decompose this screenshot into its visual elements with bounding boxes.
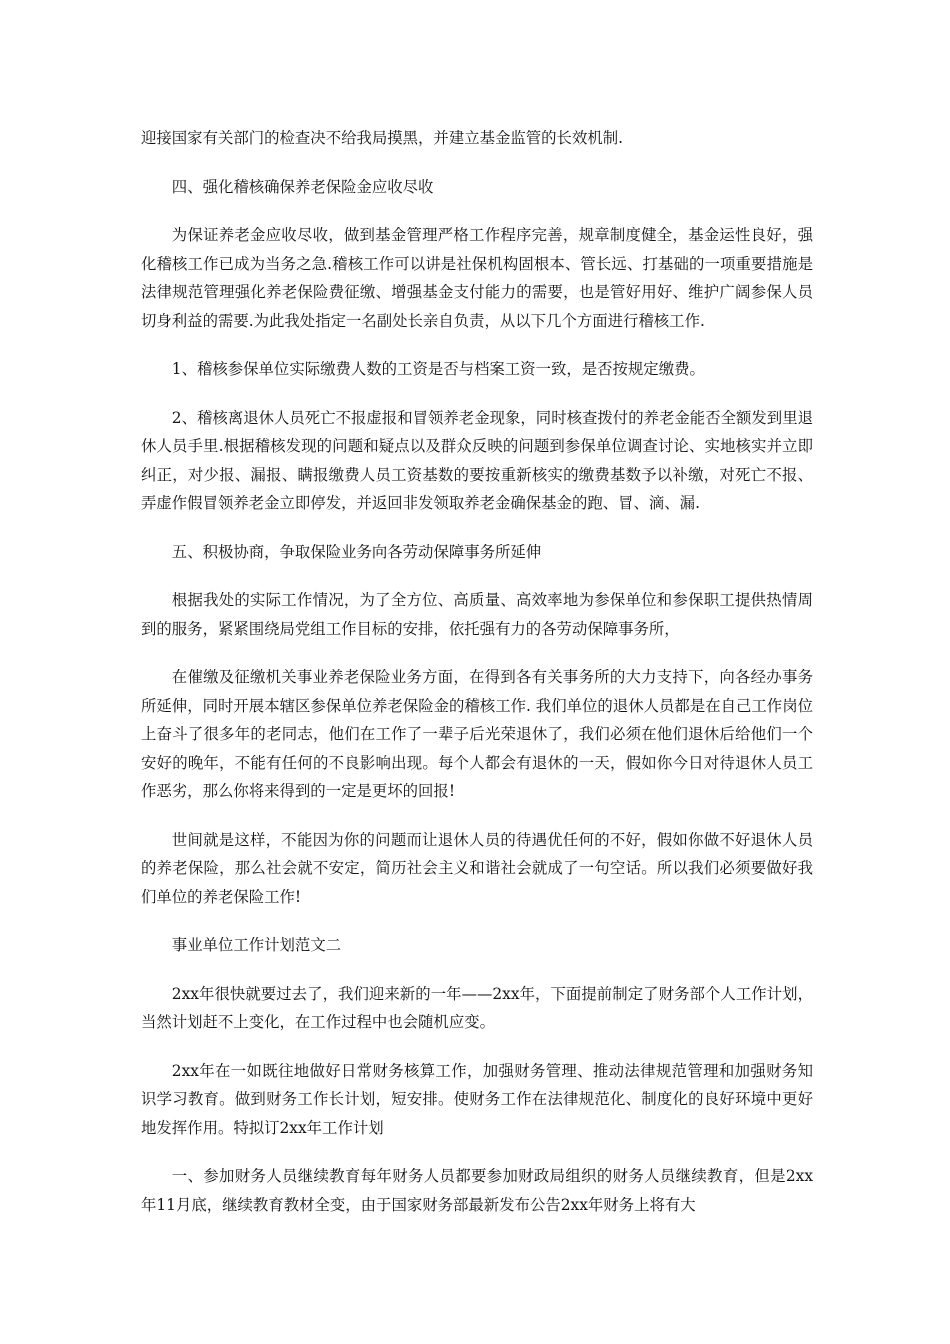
sample-title: 事业单位工作计划范文二 bbox=[171, 936, 342, 954]
section-heading-five: 五、积极协商，争取保险业务向各劳动保障事务所延伸 bbox=[171, 542, 542, 561]
paragraph: 在催缴及征缴机关事业养老保险业务方面，在得到各有关事务所的大力支持下，向各经办事务所延伸，同时开展本辖区参保单位养老保险金的稽核工作. 我们单位的退休人员都是在自己工作岗位上奋斗了很多年的老同志，他们在工作了一辈子后光荣退休了，我们必须在他们退休后给他们一个安好的晚年，不能有任何的不良影响出现。每个人都会有退休的一天，假如你今日对待退休人员工作恶劣，那么你将来得到的一定是更坏的回报! bbox=[141, 668, 813, 800]
paragraph: 迎接国家有关部门的检查决不给我局摸黑，并建立基金监管的长效机制. bbox=[141, 129, 624, 147]
paragraph: 一、参加财务人员继续教育每年财务人员都要参加财政局组织的财务人员继续教育，但是2xx年11月底，继续教育教材全变，由于国家财务部最新发布公告2xx年财务上将有大 bbox=[141, 1167, 813, 1214]
paragraph: 根据我处的实际工作情况，为了全方位、高质量、高效率地为参保单位和参保职工提供热情周到的服务，紧紧围绕局党组工作目标的安排，依托强有力的各劳动保障事务所， bbox=[141, 591, 813, 638]
document-body bbox=[141, 124, 813, 1219]
list-item: 1、稽核参保单位实际缴费人数的工资是否与档案工资一致，是否按规定缴费。 bbox=[171, 360, 705, 378]
section-heading-four: 四、强化稽核确保养老保险金应收尽收 bbox=[171, 177, 434, 196]
paragraph: 为保证养老金应收尽收，做到基金管理严格工作程序完善，规章制度健全，基金运性良好，强化稽核工作已成为当务之急.稽核工作可以讲是社保机构固根本、管长远、打基础的一项重要措施是法律规范管理强化养老保险费征缴、增强基金支付能力的需要，也是管好用好、维护广阔参保人员切身利益的需要.为此我处指定一名副处长亲自负责，从以下几个方面进行稽核工作. bbox=[141, 226, 813, 330]
list-item: 2、稽核离退休人员死亡不报虚报和冒领养老金现象，同时核查拨付的养老金能否全额发到里退休人员手里.根据稽核发现的问题和疑点以及群众反映的问题到参保单位调查讨论、实地核实并立即纠正，对少报、漏报、瞒报缴费人员工资基数的要按重新核实的缴费基数予以补缴，对死亡不报、弄虚作假冒领养老金立即停发，并返回非发领取养老金确保基金的跑、冒、滴、漏. bbox=[141, 408, 813, 512]
paragraph: 2xx年很快就要过去了，我们迎来新的一年——2xx年，下面提前制定了财务部个人工作计划，当然计划赶不上变化，在工作过程中也会随机应变。 bbox=[141, 984, 813, 1031]
paragraph: 世间就是这样，不能因为你的问题而让退休人员的待遇优任何的不好，假如你做不好退休人员的养老保险，那么社会就不安定，简历社会主义和谐社会就成了一句空话。所以我们必须要做好我们单位的养老保险工作! bbox=[141, 830, 813, 906]
paragraph: 2xx年在一如既往地做好日常财务核算工作，加强财务管理、推动法律规范管理和加强财务知识学习教育。做到财务工作长计划，短安排。使财务工作在法律规范化、制度化的良好环境中更好地发挥作用。特拟订2xx年工作计划 bbox=[141, 1061, 813, 1137]
